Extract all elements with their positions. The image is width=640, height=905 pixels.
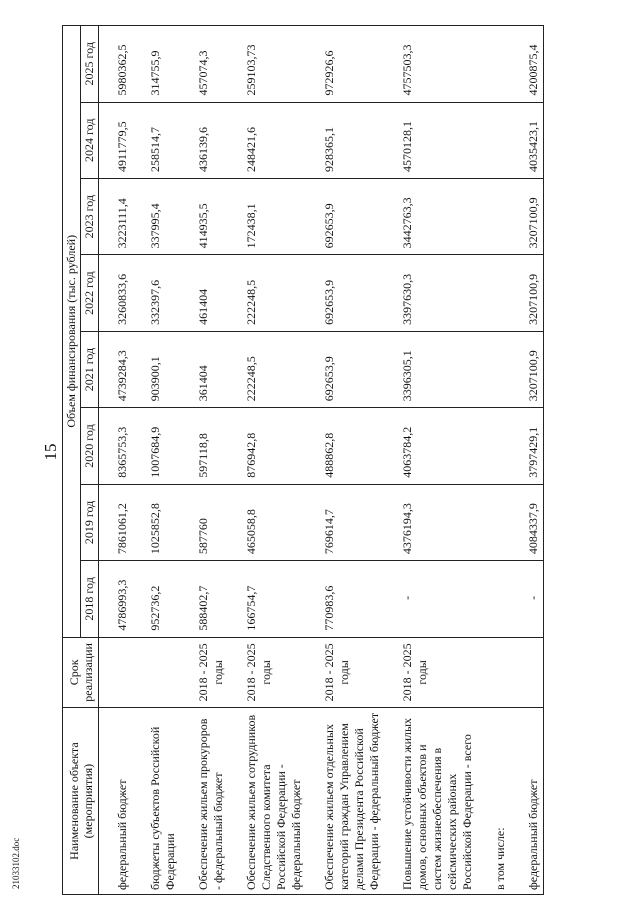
row-value: 436139,6 <box>194 102 228 178</box>
row-term: 2018 - 2025 годы <box>242 637 306 708</box>
page-number: 15 <box>41 443 60 461</box>
table-row <box>320 26 384 895</box>
header-year: 2021 год <box>81 331 99 407</box>
row-value: 1007684,9 <box>146 408 180 484</box>
footer-filename: 21033102.doc <box>11 837 21 889</box>
row-value: 172438,1 <box>242 178 306 254</box>
row-value: 4063784,2 <box>398 408 477 484</box>
header-funding-group: Объем финансирования (тыс. рублей) <box>63 26 81 638</box>
row-value: 3207100,9 <box>524 178 544 254</box>
table-body <box>99 26 544 895</box>
row-value: 3223111,4 <box>113 178 132 254</box>
spacer-row <box>510 26 524 895</box>
row-term <box>491 637 510 708</box>
row-value <box>491 484 510 560</box>
row-value: 258514,7 <box>146 102 180 178</box>
row-value: 903900,1 <box>146 331 180 407</box>
row-value: 8365753,3 <box>113 408 132 484</box>
row-value: 461404 <box>194 255 228 331</box>
row-value: 769614,7 <box>320 484 384 560</box>
row-value: 4084337,9 <box>524 484 544 560</box>
spacer-row <box>180 26 194 895</box>
row-value <box>491 331 510 407</box>
row-term <box>524 637 544 708</box>
row-value: 332397,6 <box>146 255 180 331</box>
row-value: 876942,8 <box>242 408 306 484</box>
row-value: 5980362,5 <box>113 26 132 103</box>
row-value: 770983,6 <box>320 561 384 637</box>
table-row <box>491 26 510 895</box>
row-value: 587760 <box>194 484 228 560</box>
row-value: - <box>524 561 544 637</box>
spacer-row <box>132 26 146 895</box>
row-term: 2018 - 2025 годы <box>194 637 228 708</box>
row-name: федеральный бюджет <box>113 708 132 895</box>
row-value: 4757503,3 <box>398 26 477 103</box>
header-year: 2020 год <box>81 408 99 484</box>
spacer-row <box>384 26 398 895</box>
row-name: Обеспечение жильем сотрудников Следственного комитета Российской Федерации - федеральный бюджет <box>242 708 306 895</box>
row-term: 2018 - 2025 годы <box>320 637 384 708</box>
table-row <box>146 26 180 895</box>
row-value: 4739284,3 <box>113 331 132 407</box>
row-value: 414935,5 <box>194 178 228 254</box>
header-year: 2019 год <box>81 484 99 560</box>
row-value <box>491 561 510 637</box>
row-value: 4376194,3 <box>398 484 477 560</box>
header-year: 2022 год <box>81 255 99 331</box>
row-term <box>146 637 180 708</box>
funding-table <box>62 25 544 895</box>
row-value: - <box>398 561 477 637</box>
header-year: 2024 год <box>81 102 99 178</box>
row-value: 3207100,9 <box>524 255 544 331</box>
header-year: 2018 год <box>81 561 99 637</box>
spacer-row <box>477 26 491 895</box>
row-name: Обеспечение жильем прокуроров - федеральный бюджет <box>194 708 228 895</box>
row-value: 588402,7 <box>194 561 228 637</box>
table-row <box>113 26 132 895</box>
row-value: 7861061,2 <box>113 484 132 560</box>
row-name: федеральный бюджет <box>524 708 544 895</box>
row-value: 361404 <box>194 331 228 407</box>
row-value: 928365,1 <box>320 102 384 178</box>
row-value: 488862,8 <box>320 408 384 484</box>
table-row <box>524 26 544 895</box>
row-value: 314755,9 <box>146 26 180 103</box>
row-value: 3797429,1 <box>524 408 544 484</box>
table-row <box>194 26 228 895</box>
row-value: 457074,3 <box>194 26 228 103</box>
row-value: 952736,2 <box>146 561 180 637</box>
row-name: в том числе: <box>491 708 510 895</box>
row-value: 4200875,4 <box>524 26 544 103</box>
header-term: Срок реализации <box>63 637 99 708</box>
row-value: 4786993,3 <box>113 561 132 637</box>
header-year: 2025 год <box>81 26 99 103</box>
table-row <box>242 26 306 895</box>
row-value: 4911779,5 <box>113 102 132 178</box>
row-name: Обеспечение жильем отдельных категорий граждан Управлением делами Президента Российской Федерации - федеральный бюджет <box>320 708 384 895</box>
row-value <box>491 26 510 103</box>
row-value: 4035423,1 <box>524 102 544 178</box>
row-value: 692653,9 <box>320 255 384 331</box>
row-value: 337995,4 <box>146 178 180 254</box>
row-value <box>491 178 510 254</box>
rotated-table-container <box>62 25 622 895</box>
row-name: бюджеты субъектов Российской Федерации <box>146 708 180 895</box>
row-value: 692653,9 <box>320 178 384 254</box>
row-value: 972926,6 <box>320 26 384 103</box>
row-name: Повышение устойчивости жилых домов, основных объектов и систем жизнеобеспечения в сейсмических районах Российской Федерации - всего <box>398 708 477 895</box>
spacer-row <box>228 26 242 895</box>
row-value: 692653,9 <box>320 331 384 407</box>
spacer-row <box>99 26 114 895</box>
row-value: 3397630,3 <box>398 255 477 331</box>
row-value: 248421,6 <box>242 102 306 178</box>
row-value: 222248,5 <box>242 331 306 407</box>
row-value: 259103,73 <box>242 26 306 103</box>
row-term <box>113 637 132 708</box>
row-term: 2018 - 2025 годы <box>398 637 477 708</box>
header-name: Наименование объекта (мероприятия) <box>63 708 99 895</box>
spacer-row <box>306 26 320 895</box>
row-value: 3396305,1 <box>398 331 477 407</box>
row-value: 4570128,1 <box>398 102 477 178</box>
header-year: 2023 год <box>81 178 99 254</box>
row-value <box>491 102 510 178</box>
row-value <box>491 408 510 484</box>
row-value: 222248,5 <box>242 255 306 331</box>
row-value: 3260833,6 <box>113 255 132 331</box>
row-value: 465058,8 <box>242 484 306 560</box>
row-value: 3442763,3 <box>398 178 477 254</box>
row-value: 3207100,9 <box>524 331 544 407</box>
table-header <box>63 26 99 895</box>
row-value: 597118,8 <box>194 408 228 484</box>
row-value: 1025852,8 <box>146 484 180 560</box>
row-value: 166754,7 <box>242 561 306 637</box>
row-value <box>491 255 510 331</box>
table-row <box>398 26 477 895</box>
